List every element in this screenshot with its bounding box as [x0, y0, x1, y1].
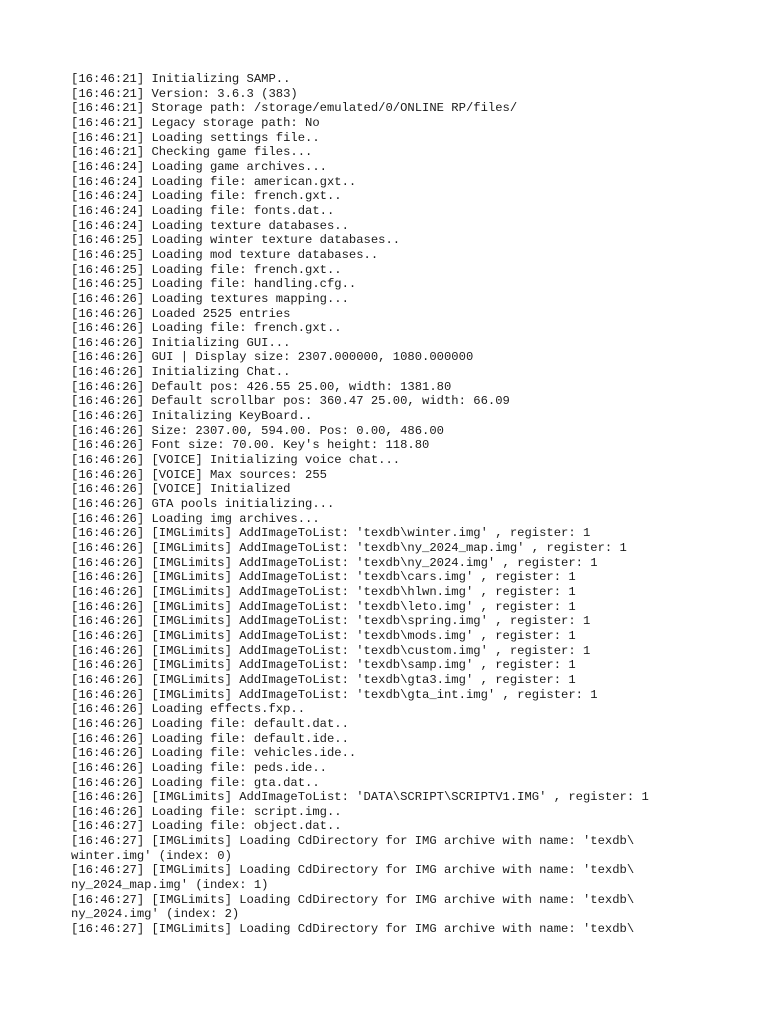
- log-line: [16:46:27] [IMGLimits] Loading CdDirectory for IMG archive with name: 'texdb\: [71, 922, 635, 937]
- log-line: [16:46:21] Legacy storage path: No: [71, 115, 320, 130]
- log-line: [16:46:26] [IMGLimits] AddImageToList: 'texdb\winter.img' , register: 1: [71, 526, 591, 541]
- log-line: [16:46:27] Loading file: object.dat..: [71, 819, 342, 834]
- log-line: [16:46:26] GUI | Display size: 2307.000000, 1080.000000: [71, 350, 474, 365]
- log-line: [16:46:26] Loading file: script.img..: [71, 804, 342, 819]
- log-line: [16:46:21] Initializing SAMP..: [71, 72, 291, 86]
- log-line: [16:46:26] Loading file: default.ide..: [71, 731, 349, 746]
- log-line: [16:46:26] Font size: 70.00. Key's height: 118.80: [71, 438, 430, 453]
- log-line: [16:46:26] [IMGLimits] AddImageToList: 'DATA\SCRIPT\SCRIPTV1.IMG' , register: 1: [71, 790, 649, 805]
- log-line: [16:46:26] [IMGLimits] AddImageToList: 'texdb\ny_2024.img' , register: 1: [71, 555, 598, 570]
- log-line: [16:46:26] [IMGLimits] AddImageToList: 'texdb\samp.img' , register: 1: [71, 658, 576, 673]
- log-line: [16:46:26] [VOICE] Initializing voice chat...: [71, 453, 401, 468]
- console-log: [71, 72, 671, 937]
- log-line: [16:46:27] [IMGLimits] Loading CdDirectory for IMG archive with name: 'texdb\: [71, 834, 635, 849]
- log-line: [16:46:26] [IMGLimits] AddImageToList: 'texdb\gta_int.img' , register: 1: [71, 687, 598, 702]
- log-line: [16:46:26] Default pos: 426.55 25.00, width: 1381.80: [71, 379, 452, 394]
- log-line: [16:46:26] [IMGLimits] AddImageToList: 'texdb\leto.img' , register: 1: [71, 599, 576, 614]
- log-line: [16:46:26] [IMGLimits] AddImageToList: 'texdb\mods.img' , register: 1: [71, 628, 576, 643]
- log-line: [16:46:25] Loading file: handling.cfg..: [71, 277, 357, 292]
- log-line: [16:46:26] Size: 2307.00, 594.00. Pos: 0.00, 486.00: [71, 423, 444, 438]
- log-line: [16:46:21] Storage path: /storage/emulated/0/ONLINE RP/files/: [71, 101, 518, 116]
- log-line: [16:46:26] Default scrollbar pos: 360.47 25.00, width: 66.09: [71, 394, 510, 409]
- log-line: [16:46:26] [VOICE] Initialized: [71, 482, 291, 497]
- log-line: [16:46:26] GTA pools initializing...: [71, 497, 335, 512]
- log-line: [16:46:26] [IMGLimits] AddImageToList: 'texdb\ny_2024_map.img' , register: 1: [71, 541, 627, 555]
- log-line: [16:46:24] Loading game archives...: [71, 159, 327, 174]
- log-line: [16:46:26] [IMGLimits] AddImageToList: 'texdb\cars.img' , register: 1: [71, 570, 576, 585]
- log-line: [16:46:26] Loading effects.fxp..: [71, 702, 306, 717]
- log-line: ny_2024.img' (index: 2): [71, 907, 240, 922]
- log-line: [16:46:24] Loading file: american.gxt..: [71, 174, 357, 189]
- log-line: [16:46:26] [IMGLimits] AddImageToList: 'texdb\hlwn.img' , register: 1: [71, 584, 576, 599]
- log-line: [16:46:26] Initalizing KeyBoard..: [71, 409, 313, 424]
- log-line: [16:46:26] [IMGLimits] AddImageToList: 'texdb\spring.img' , register: 1: [71, 614, 591, 629]
- log-line: [16:46:26] Loading file: gta.dat..: [71, 775, 320, 790]
- log-line: [16:46:27] [IMGLimits] Loading CdDirectory for IMG archive with name: 'texdb\: [71, 863, 635, 878]
- log-line: [16:46:26] Loading textures mapping...: [71, 291, 349, 306]
- log-line: [16:46:26] [IMGLimits] AddImageToList: 'texdb\gta3.img' , register: 1: [71, 672, 576, 687]
- log-line: [16:46:24] Loading file: french.gxt..: [71, 189, 342, 204]
- log-line: [16:46:26] [VOICE] Max sources: 255: [71, 467, 327, 482]
- log-line: [16:46:21] Loading settings file..: [71, 130, 320, 145]
- log-line: [16:46:21] Checking game files...: [71, 145, 313, 160]
- log-line: winter.img' (index: 0): [71, 848, 232, 863]
- log-line: [16:46:26] Initializing Chat..: [71, 365, 291, 380]
- log-line: [16:46:21] Version: 3.6.3 (383): [71, 86, 298, 101]
- log-line: [16:46:26] Loading img archives...: [71, 511, 320, 526]
- log-line: [16:46:25] Loading winter texture databases..: [71, 233, 401, 248]
- log-line: [16:46:26] Loading file: peds.ide..: [71, 760, 327, 775]
- log-line: [16:46:25] Loading file: french.gxt..: [71, 262, 342, 277]
- log-line: [16:46:26] Loaded 2525 entries: [71, 306, 291, 321]
- log-line: [16:46:26] Initializing GUI...: [71, 335, 291, 350]
- log-line: [16:46:24] Loading texture databases..: [71, 218, 349, 233]
- log-line: [16:46:25] Loading mod texture databases..: [71, 247, 379, 262]
- log-line: [16:46:26] Loading file: default.dat..: [71, 716, 349, 731]
- log-line: ny_2024_map.img' (index: 1): [71, 878, 269, 893]
- log-line: [16:46:24] Loading file: fonts.dat..: [71, 203, 335, 218]
- log-line: [16:46:26] [IMGLimits] AddImageToList: 'texdb\custom.img' , register: 1: [71, 643, 591, 658]
- log-line: [16:46:26] Loading file: french.gxt..: [71, 321, 342, 336]
- log-line: [16:46:26] Loading file: vehicles.ide..: [71, 746, 357, 761]
- log-line: [16:46:27] [IMGLimits] Loading CdDirectory for IMG archive with name: 'texdb\: [71, 892, 635, 907]
